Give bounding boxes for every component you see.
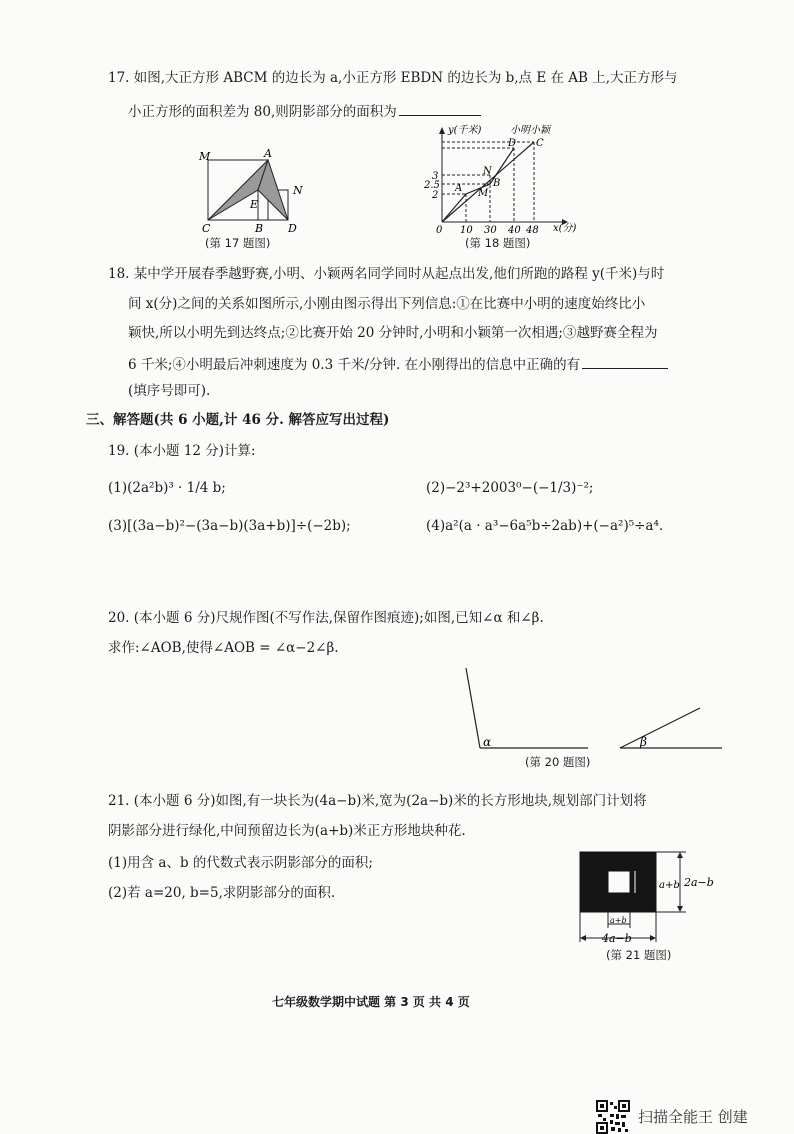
q21-part1: (1)用含 a、b 的代数式表示阴影部分的面积;	[108, 855, 373, 871]
q18-legend: 小明小颖	[510, 125, 550, 136]
q17-line1: 17. 如图,大正方形 ABCM 的边长为 a,小正方形 EBDN 的边长为 b,点 E 在 AB 上,大正方形与	[108, 70, 678, 86]
q20-beta-label: β	[640, 735, 647, 749]
q18-x-tick-48: 48	[526, 225, 539, 236]
q21-part2: (2)若 a=20, b=5,求阴影部分的面积.	[108, 885, 336, 901]
q20-line2: 求作:∠AOB,使得∠AOB = ∠α−2∠β.	[108, 640, 339, 656]
q20-caption: (第 20 题图)	[525, 755, 591, 769]
q18-point-A: A	[455, 183, 463, 194]
q18-caption: (第 18 题图)	[465, 236, 531, 250]
q18-line5: (填序号即可).	[128, 383, 211, 399]
q17-caption: (第 17 题图)	[205, 236, 271, 250]
q18-line2: 间 x(分)之间的关系如图所示,小刚由图示得出下列信息:①在比赛中小明的速度始终比小	[128, 296, 646, 312]
q18-point-M: M	[478, 188, 489, 199]
q17-label-A: A	[264, 147, 272, 160]
q18-answer-blank	[582, 356, 668, 369]
q18-point-D: D	[508, 138, 517, 149]
q21-line1: 21. (本小题 6 分)如图,有一块长为(4a−b)米,宽为(2a−b)米的长方形地块,规划部门计划将	[108, 793, 647, 809]
q17-label-D: D	[288, 222, 297, 235]
q17-label-B: B	[255, 222, 264, 235]
q19-head: 19. (本小题 12 分)计算:	[108, 443, 256, 459]
q21-line2: 阴影部分进行绿化,中间预留边长为(a+b)米正方形地块种花.	[108, 823, 466, 839]
q18-point-C: C	[536, 138, 544, 149]
qr-code-icon	[596, 1100, 630, 1134]
q18-y-tick-2.5: 2.5	[424, 180, 440, 191]
q20-alpha-label: α	[483, 735, 492, 749]
q18-x-tick-40: 40	[508, 225, 521, 236]
q18-point-N: N	[483, 166, 492, 177]
section3-heading: 三、解答题(共 6 小题,计 46 分. 解答应写出过程)	[86, 412, 390, 428]
q18-graph	[422, 124, 592, 234]
q18-line4: 6 千米;④小明最后冲刺速度为 0.3 千米/分钟. 在小刚得出的信息中正确的有	[128, 356, 668, 373]
q18-origin: 0	[436, 225, 443, 236]
q21-figure	[576, 848, 726, 948]
q17-line2: 小正方形的面积差为 80,则阴影部分的面积为	[128, 103, 481, 120]
q18-line3: 颖快,所以小明先到达终点;②比赛开始 20 分钟时,小明和小颖第一次相遇;③越野赛全程为	[128, 325, 658, 341]
q20-angles-figure	[460, 664, 730, 752]
q21-outer-vertical-dim: 2a−b	[684, 876, 714, 889]
q20-line1: 20. (本小题 6 分)尺规作图(不写作法,保留作图痕迹);如图,已知∠α 和∠β.	[108, 610, 544, 626]
q21-outer-horizontal-dim: 4a−b	[602, 932, 632, 945]
q18-x-tick-30: 30	[484, 225, 497, 236]
q18-y-axis-label: y(千米)	[448, 125, 482, 136]
q17-figure	[198, 146, 318, 238]
q18-x-axis-label: x(分)	[553, 223, 577, 234]
q17-answer-blank	[399, 103, 481, 116]
q18-point-B: B	[493, 178, 501, 189]
q21-caption: (第 21 题图)	[606, 948, 672, 962]
q18-y-tick-2: 2	[432, 190, 439, 201]
page-footer: 七年级数学期中试题 第 3 页 共 4 页	[272, 995, 470, 1009]
q17-label-C: C	[202, 222, 211, 235]
q18-x-tick-10: 10	[460, 225, 473, 236]
q17-label-E: E	[250, 198, 259, 211]
q18-y-tick-3: 3	[432, 171, 439, 182]
q19-part4: (4)a²(a · a³−6a⁵b÷2ab)+(−a²)⁵÷a⁴.	[426, 518, 664, 534]
q21-inner-vertical-dim: a+b	[659, 880, 680, 891]
q19-part2: (2)−2³+2003⁰−(−1/3)⁻²;	[426, 480, 594, 496]
q17-label-M: M	[199, 150, 211, 163]
q21-inner-horizontal-dim: a+b	[610, 916, 627, 925]
q17-label-N: N	[293, 184, 303, 197]
watermark-text: 扫描全能王 创建	[638, 1108, 748, 1126]
q19-part3: (3)[(3a−b)²−(3a−b)(3a+b)]÷(−2b);	[108, 518, 351, 534]
q19-part1: (1)(2a²b)³ · 1/4 b;	[108, 480, 226, 496]
q18-line1: 18. 某中学开展春季越野赛,小明、小颖两名同学同时从起点出发,他们所跑的路程 y(千米)与时	[108, 266, 665, 282]
